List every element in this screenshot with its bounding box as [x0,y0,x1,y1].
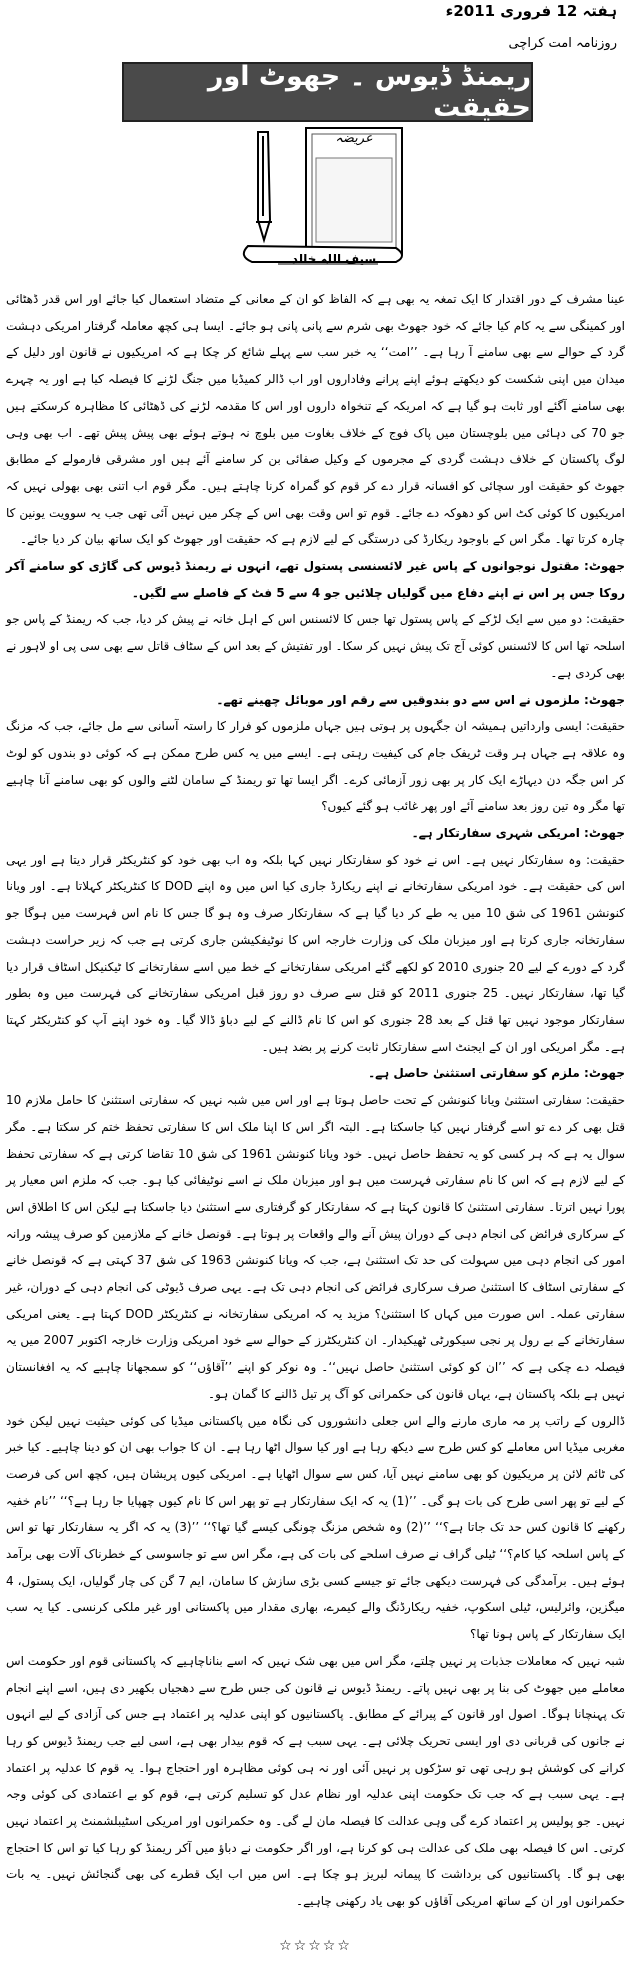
article-paragraph: جھوٹ: مقتول نوجوانوں کے پاس غیر لائسنسی پستول تھے، انہوں نے ریمنڈ ڈیوس کی گاڑی کو سامنے آکر روکا جس پر اس نے اپنے دفاع میں گولیاں چلائیں جو 4 سے 5 فٹ کے فاصلے سے لگیں۔ [6,559,625,600]
issue-date: ہفتہ 12 فروری 2011ء [445,2,617,20]
article-paragraph: حقیقت: وہ سفارتکار نہیں ہے۔ اس نے خود کو سفارتکار نہیں کہا بلکہ وہ اب بھی خود کو کنٹریکٹر قرار دیتا ہے اور یہی اس کی حقیقت ہے۔ خود امریکی سفارتخانے نے اپنے ریکارڈ جاری کیا اس میں وہ اپنے DOD کا کنٹریکٹر کہلاتا ہے۔ اور ویانا کنونشن 1961 کی شق 10 میں یہ طے کر دیا گیا ہے کہ سفارتکار صرف وہ ہو گا جس کا نام اس فہرست میں ہوگا جو سفارتخانہ جاری کرتا ہے اور میزبان ملک کی وزارت خارجہ اس کا نوٹیفکیشن جاری کرتی ہے جب کہ زیر حراست دہشت گرد کے دورے کے لیے 20 جنوری 2010 کو لکھے گئے امریکی سفارتخانے کے خط میں اسے سفارتخانے کا ٹیکنیکل اسٹاف قرار دیا گیا تھا، سفارتکار نہیں۔ 25 جنوری 2011 کو قتل سے صرف دو روز قبل امریکی سفارتخانے کی فہرست میں وہ بطور سفارتکار موجود نہیں تھا قتل کے بعد 28 جنوری کو اس کا نام ڈالنے کے لیے دباؤ ڈالا گیا۔ وہ خود اپنے آپ کو کنٹریکٹر کہتا ہے۔ مگر امریکی اور ان کے ایجنٹ اسے سفارتکار ثابت کرنے پر بضد ہیں۔ [6,852,626,1054]
newspaper-name: روزنامہ امت کراچی [508,36,617,51]
headline-banner [122,62,533,122]
author-name: سیف اللہ خالد [291,252,377,266]
column-label: عریضہ [335,131,373,146]
article-paragraph: عینا مشرف کے دور اقتدار کا ایک تمغہ یہ بھی ہے کہ الفاظ کو ان کے معانی کے متضاد استعمال کیا جائے اور اس قدر ڈھٹائی اور کمینگی سے یہ کام کیا جائے کہ خود جھوٹ بھی شرم سے پانی پانی ہو جائے۔ ایسا ہی کچھ معاملہ گرفتار امریکی دہشت گرد کے حوالے سے بھی سامنے آ رہا ہے۔ ’’امت‘‘ یہ خبر سب سے پہلے شائع کر چکا ہے کہ امریکیوں نے قانون اور دلیل کے میدان میں اپنی شکست کو دیکھتے ہوئے اپنے پرانے وفاداروں اور اب ڈالر کمیڈیا میں جنگ لڑنے کا فیصلہ کیا ہے اور یہ چہرے بھی سامنے آگئے اور ثابت ہو گیا ہے کہ امریکہ کے تنخواہ داروں اور اس کا مقدمہ لڑنے کی ڈھٹائی کا مظاہرہ کرسکتے ہیں جو 70 کی دہائی میں بلوچستان میں پاک فوج کے خلاف بغاوت میں بلوچ نہ ہوتے ہوئے بھی پیش پیش تھے۔ اب بھی وہی لوگ پاکستان کے خلاف دہشت گردی کے مجرموں کے وکیل صفائی بن کر سامنے آئے ہیں اور مشرقی فارمولے کے مطابق جھوٹ کو حقیقت اور سچائی کو افسانہ قرار دے کر قوم کو گمراہ کرنا چاہتے ہیں۔ مگر قوم اب اتنی بھی بھولی نہیں کہ امریکیوں کا کوئی کٹ اس کو دھوکہ دے جائے۔ قوم تو اس وقت بھی اس کے چکر میں نہیں آئی تھی جب یہ سوویت یونین کا چارہ کرتا تھا۔ مگر اس کے باوجود ریکارڈ کی درستگی کے لیے لازم ہے کہ حقیقت اور جھوٹ کو ایک ساتھ بیان کر دیا جائے۔ [6,292,625,547]
article-body [6,286,625,1915]
article-paragraph: ڈالروں کے راتب پر مہ ماری مارنے والے اس جعلی دانشوروں کی نگاہ میں پاکستانی میڈیا کی کوئی حیثیت نہیں لیکن خود مغربی میڈیا اس معاملے کو کس طرح سے دیکھ رہا ہے اور کیا سوال اٹھا رہا ہے۔ ان کا جواب بھی ان کو دینا چاہیے۔ کیا خبر کی ٹائم لائن پر مریکیون کو بھی سامنے نہیں آیا، کس سے سوال اٹھایا ہے۔ امریکی کیوں پریشان ہیں، کچھ اس کی فرصت کے لیے تو پھر اسی طرح کی بات ہو گی۔ ’’(1) یہ کہ ایک سفارتکار ہے تو پھر اس کا نام کیوں چھپایا جا رہا ہے؟‘‘ ’’نام خفیہ رکھنے کا قانون کس حد تک جاتا ہے؟‘‘ ’’(2) وہ شخص مزنگ چونگی کیسے گیا تھا؟‘‘ ’’(3) یہ کہ اگر یہ سفارتکار تھا تو اس کے پاس اسلحہ کیا کام؟‘‘ ٹیلی گراف نے صرف اسلحے کی بات کی ہے، مگر اس سے تو جاسوسی کے خطرناک آلات بھی برآمد ہوئے ہیں۔ برآمدگی کی فہرست دیکھی جائے تو جیسے کسی بڑی سازش کا سامان، ایم 7 گن کی چار گولیاں، ایک پستول، 4 میگزین، وائرلیس، ٹیلی اسکوپ، خفیہ ریکارڈنگ والے کیمرے، بھاری مقدار میں پاکستانی اور غیر ملکی کرنسی۔ کیا یہ سب ایک سفارتکار کے پاس ہونا تھا؟ [6,1413,625,1642]
article-paragraph: جھوٹ: ملزم کو سفارتی استثنیٰ حاصل ہے۔ [368,1066,625,1081]
article-paragraph: جھوٹ: امریکی شہری سفارتکار ہے۔ [411,826,625,841]
article-paragraph: حقیقت: ایسی وارداتیں ہمیشہ ان جگہوں پر ہوتی ہیں جہاں ملزموں کو فرار کا راستہ آسانی سے مل جائے، جب کہ مزنگ وہ علاقہ ہے جہاں ہر وقت ٹریفک جام کی کیفیت رہتی ہے۔ ایسے میں یہ کس طرح ممکن ہے کہ کوئی دو بندوں کو لوٹ کر اس جگہ دن دیہاڑے ایک کار پر بھی زور آزمائی کرے۔ اگر ایسا تھا تو ریمنڈ کے سامان لٹنے والوں کو بھی سامنے آنا چاہیے تھا مگر وہ تین روز بعد سامنے آئے اور پھر غائب ہو گئے کیوں؟ [6,719,626,814]
article-paragraph: شبہ نہیں کہ معاملات جذبات پر نہیں چلتے، مگر اس میں بھی شک نہیں کہ اسے بناناچاہیے کہ پاکستانی قوم اور حکومت اس معاملے میں جھوٹ کی بنا پر بھی نہیں پاتے۔ ریمنڈ ڈیوس نے قانون کی جس طرح سے دھجیاں بکھیر دی ہیں، اسے اپنے انجام تک پہنچانا ہوگا۔ اصول اور قانون کے پیرائے کے مطابق۔ پاکستانیوں کو اپنی عدلیہ پر اعتماد ہے جس کی آزادی کے لیے انہوں نے جانوں کی قربانی دی اور ایسی تحریک چلائی ہے۔ یہی سبب ہے کہ قوم بیدار بھی ہے، اسی لیے جب ریمنڈ ڈیوس کو رہا کرانے کی کوشش ہو رہی تھی تو سڑکوں پر نہیں آئی اور نہ ہی کوئی مظاہرہ اور احتجاج ہوا۔ یہ قوم کا عدلیہ پر اعتماد ہے۔ یہی سبب ہے کہ جب تک حکومت اپنی عدلیہ اور نظام عدل کو تسلیم کرتی ہے، قوم کو بے اعتمادی کی کوئی وجہ نہیں۔ جو پولیس پر اعتماد کرے گی وہی عدالت کا فیصلہ مان لے گی۔ وہ حکمرانوں اور امریکی اسٹیبلشمنٹ پر اعتماد نہیں کرتی۔ اس کا فیصلہ بھی ملک کی عدالت ہی کو کرنا ہے، اور اگر حکومت نے دباؤ میں آکر ریمنڈ کو رہا کیا تو اس کا احتجاج بھی ہو گا۔ پاکستانیوں کی برداشت کا پیمانہ لبریز ہو چکا ہے۔ اس میں اب ایک قطرے کی بھی گنجائش نہیں۔ یہ بات حکمرانوں اور ان کے ساتھ امریکی آقاؤں کو بھی یاد رکھنی چاہیے۔ [6,1653,625,1909]
article-paragraph: حقیقت: سفارتی استثنیٰ ویانا کنونشن کے تحت حاصل ہوتا ہے اور اس میں شبہ نہیں کہ سفارتی استثنیٰ کا حامل ملازم 10 قتل بھی کر دے تو اسے گرفتار نہیں کیا جاسکتا ہے۔ البتہ اگر اس کا اپنا ملک اس کا سفارتی تحفظ ختم کر سکتا ہے۔ مگر سوال یہ ہے کہ ہر کسی کو یہ تحفظ حاصل نہیں۔ خود ویانا کنونشن 1961 کی شق 10 تقاضا کرتی ہے کہ سفارتی تحفظ کے لیے لازم ہے کہ اس کا نام سفارتی فہرست میں ہو اور میزبان ملک نے اسے نوٹیفائی کیا ہو۔ جب کہ ملزم اس معیار پر پورا نہیں اترتا۔ سفارتی استثنیٰ کا قانون کہتا ہے کہ سفارتکار کو گرفتاری سے استثنیٰ دیا جاسکتا ہے لیکن اس کا اطلاق اس کے سرکاری فرائض کی انجام دہی کے دوران پیش آنے والے واقعات پر ہوتا ہے۔ قونصل خانے کے ملازمین کو صرف پیشہ ورانہ امور کی انجام دہی میں سہولت کی حد تک استثنیٰ ہے، جب کہ ویانا کنونشن 1963 کی شق 37 کہتی ہے کہ قونصل خانے کے سفارتی اسٹاف کا استثنیٰ صرف سرکاری فرائض کی انجام دہی تک ہے۔ یہی صرف ڈیوٹی کی انجام دہی کے دوران، غیر سفارتی عملہ۔ اس صورت میں کہاں کا استثنیٰ؟ مزید یہ کہ امریکی سفارتخانہ نے کنٹریکٹر DOD کہتا ہے۔ یعنی امریکی سفارتخانے کے بے رول پر نجی سیکورٹی ٹھیکیدار۔ ان کنٹریکٹرز کے حوالے سے خود امریکی وزارت خارجہ اکتوبر 2007 میں یہ فیصلہ دے چکی ہے کہ ’’ان کو کوئی استثنیٰ حاصل نہیں‘‘۔ وہ نوکر کو اپنے ’’آقاؤں‘‘ کو سمجھانا چاہیے کہ یہ افغانستان نہیں ہے بلکہ پاکستان ہے، یہاں قانون کی حکمرانی کو آگ پر تیل ڈالنے کا گمان ہو۔ [6,1093,626,1401]
headline-title: ریمنڈ ڈیوس ۔ جھوٹ اور حقیقت [207,61,531,123]
article-paragraph: جھوٹ: ملزموں نے اس سے دو بندوقیں سے رقم اور موبائل چھینے تھے۔ [216,692,625,707]
article-paragraph: حقیقت: دو میں سے ایک لڑکے کے پاس پستول تھا جس کا لائسنس اس کے اہل خانہ نے پیش کر دیا، جب کہ ریمنڈ کے پاس جو اسلحہ تھا اس کا لائسنس کوئی آج تک پیش نہیں کر سکا۔ اور تفتیش کے بعد اس کے سٹاف قاتل سے بھی سی پی او لاہور نے بھی کردی ہے۔ [6,612,625,680]
column-logo-icon [218,124,408,272]
end-stars: ☆☆☆☆☆ [279,1938,352,1954]
